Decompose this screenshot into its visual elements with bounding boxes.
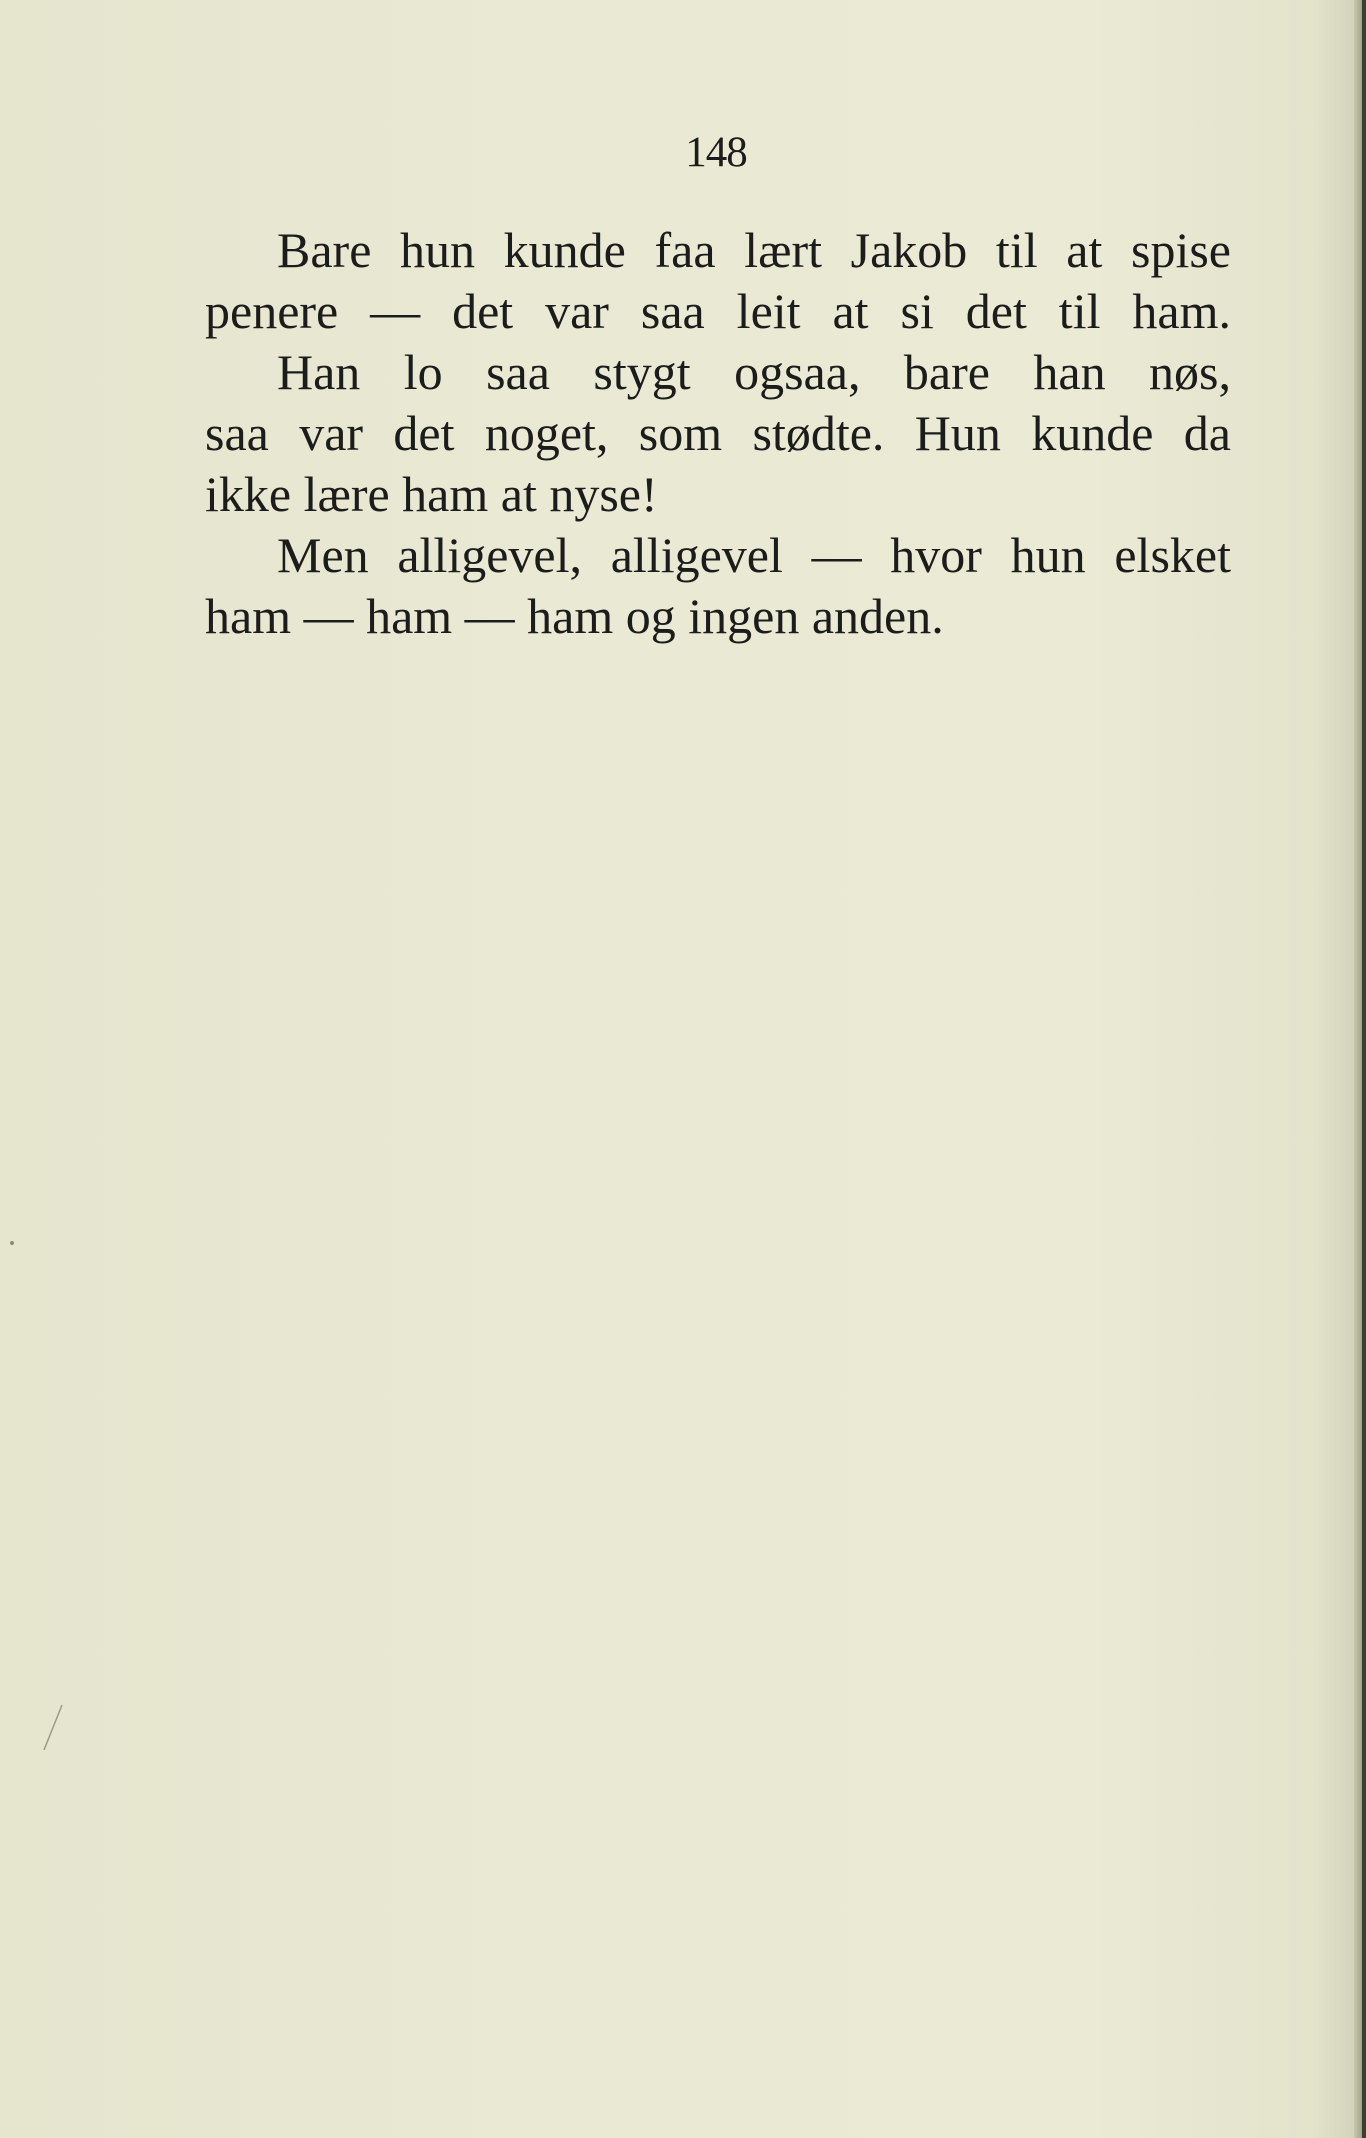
text-line: Men alligevel, alligevel — hvor hun elsket [277, 527, 1231, 583]
page-edge [1362, 0, 1366, 2138]
text-line: Han lo saa stygt ogsaa, bare han nøs, [277, 344, 1231, 400]
text-line: ikke lære ham at nyse! [205, 466, 658, 522]
page-number: 148 [685, 129, 747, 176]
text-line: ham — ham — ham og ingen anden. [205, 588, 944, 644]
text-line: penere — det var saa leit at si det til ham. [205, 283, 1231, 339]
text-line: saa var det noget, som stødte. Hun kunde da [205, 405, 1231, 461]
text-line: Bare hun kunde faa lært Jakob til at spise [277, 222, 1231, 278]
